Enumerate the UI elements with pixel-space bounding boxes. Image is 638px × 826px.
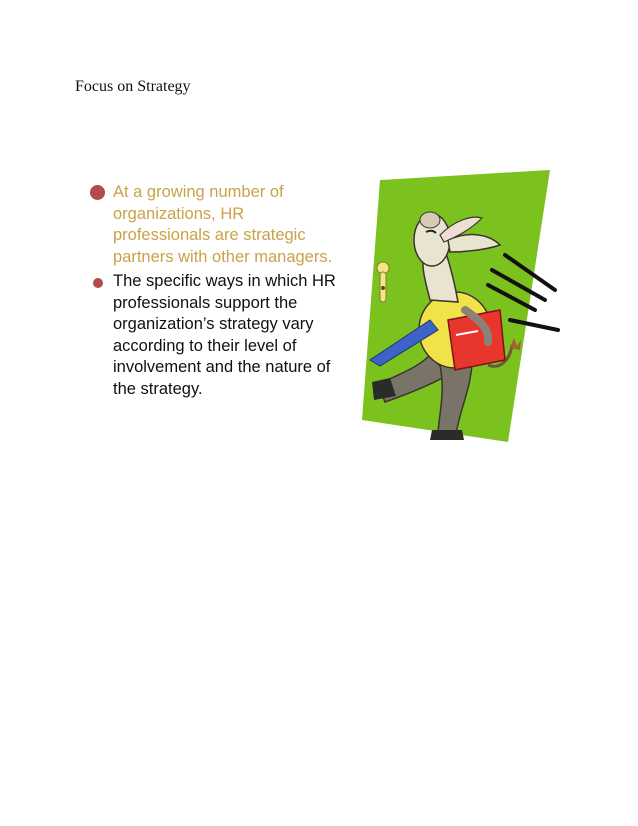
bullet-dot-icon [90,185,105,200]
page-heading: Focus on Strategy [75,78,191,95]
donkey-clipart-svg [360,170,560,450]
bullet-item-1 [90,182,340,268]
bullet-dot-icon [93,278,103,288]
bullet-text-1: At a growing number of organizations, HR professionals are strategic partners with other managers. [113,183,333,266]
bullet-item-2 [90,271,340,400]
bullet-list [90,182,340,400]
donkey-running-through-door-icon [360,170,560,455]
bullet-text-2: The specific ways in which HR professionals support the organization’s strategy vary according to their level of involvement and the nature of the strategy. [113,272,336,398]
